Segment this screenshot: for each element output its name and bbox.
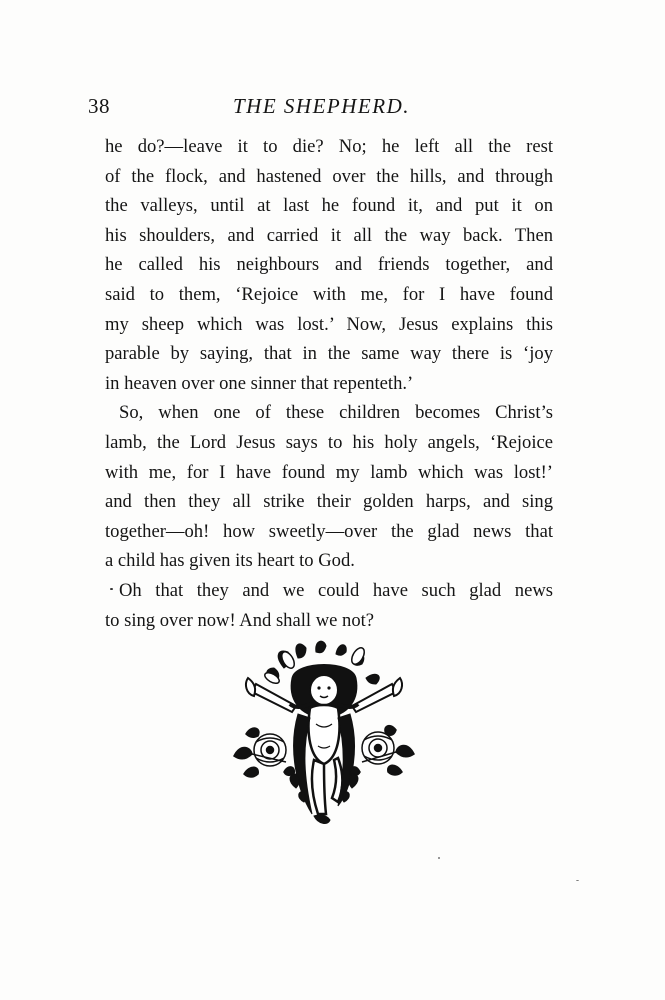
text-line: of the flock, and hastened over the hills, and through	[105, 165, 553, 187]
paper-speck	[438, 857, 440, 859]
paragraph-3	[105, 576, 553, 635]
body-text	[105, 132, 553, 635]
text-line: in heaven over one sinner that repenteth.’	[105, 372, 414, 394]
page-header	[88, 94, 558, 128]
text-line: Oh that they and we could have such glad news	[119, 579, 553, 601]
text-line: to sing over now! And shall we not?	[105, 609, 375, 631]
paragraph-1	[105, 132, 553, 398]
text-line: So, when one of these children becomes Christ’s	[119, 402, 553, 424]
text-line: and then they all strike their golden harps, and sing	[105, 491, 553, 513]
text-line: a child has given its heart to God.	[105, 550, 355, 572]
running-title: THE SHEPHERD.	[233, 94, 410, 118]
text-line: parable by saying, that in the same way there is ‘joy	[105, 343, 553, 365]
paper-speck	[110, 588, 113, 590]
text-line: with me, for I have found my lamb which was lost!’	[105, 461, 553, 483]
page-number: 38	[88, 94, 110, 118]
paper-speck	[576, 880, 579, 881]
text-line: my sheep which was lost.’ Now, Jesus explains this	[105, 313, 553, 335]
text-line: the valleys, until at last he found it, and put it on	[105, 195, 553, 217]
text-line: lamb, the Lord Jesus says to his holy angels, ‘Rejoice	[105, 431, 553, 453]
text-line: said to them, ‘Rejoice with me, for I have found	[105, 283, 553, 305]
text-line: together—oh! how sweetly—over the glad news that	[105, 520, 553, 542]
text-line: he called his neighbours and friends together, and	[105, 254, 553, 276]
text-line: his shoulders, and carried it all the way back. Then	[105, 224, 553, 246]
paragraph-2	[105, 398, 553, 576]
cherub-tailpiece-icon	[226, 638, 422, 830]
text-line: he do?—leave it to die? No; he left all the rest	[105, 136, 553, 157]
